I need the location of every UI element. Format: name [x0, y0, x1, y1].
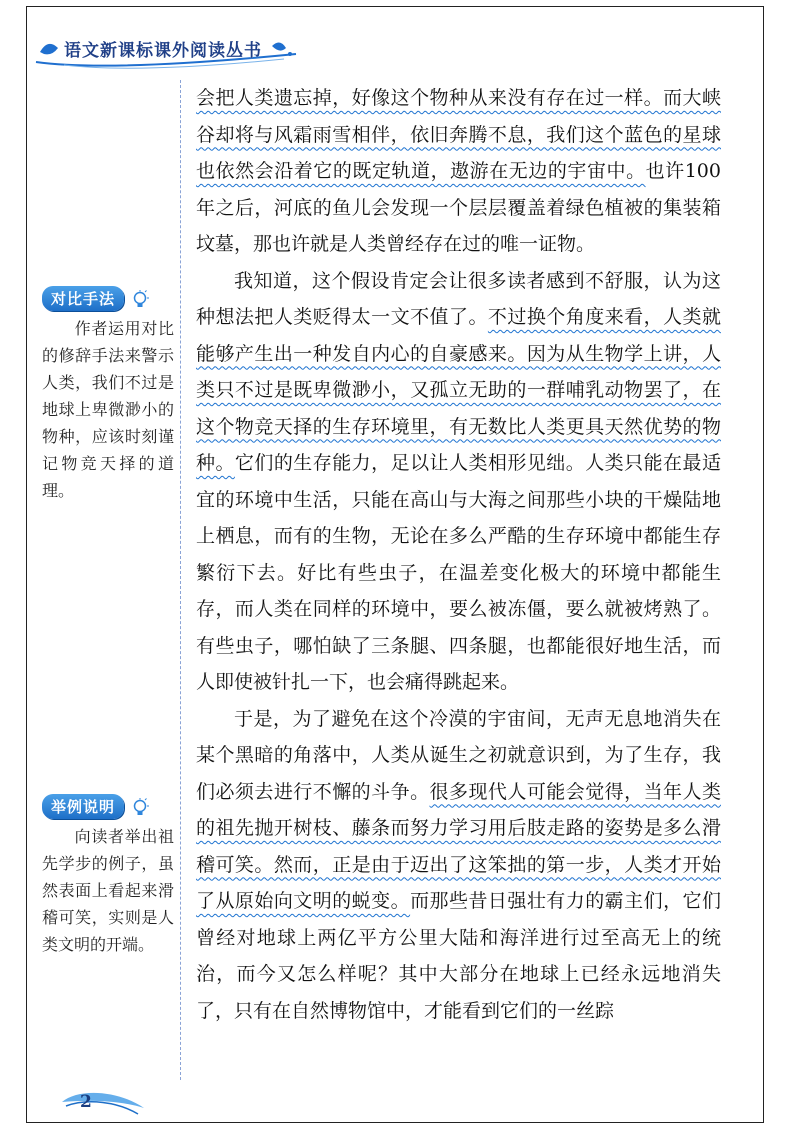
note-tag: 举例说明 — [42, 794, 124, 819]
sentence: 我知道，这个假设肯定会让很多读者感到不舒服，认为这种想法把人类贬得太一文不值了。 — [196, 269, 721, 328]
sentence: 它们的生存能力，足以让人类相形见绌。人类只能在最适宜的环境中生活，只能在高山与大海之间那些小块的干燥陆地上栖息，而有的生物，无论在多么严酷的生存环境中都能生存繁衍下去。好比有些虫子，在温差变化极大的环境中都能生存，而人类在同样的环境中，要么被冻僵，要么就被烤熟了。有些虫子，哪怕缺了三条腿、四条腿，也都能很好地生活，而人即使被针扎一下，也会痛得跳起来。 — [196, 452, 721, 693]
paragraph-2 — [196, 263, 721, 701]
lightbulb-icon — [131, 290, 149, 310]
side-note-contrast — [42, 286, 174, 504]
page-number: 2 — [80, 1092, 92, 1112]
paragraph-1 — [196, 80, 721, 263]
note-text: 向读者举出祖先学步的例子，虽然表面上看起来滑稽可笑，实则是人类文明的开端。 — [42, 827, 174, 954]
feather-swoosh-icon — [58, 1086, 148, 1120]
body-text — [196, 80, 721, 1029]
lightbulb-icon — [131, 798, 149, 818]
underlined-sentence: 很多现代人可能会觉得，当年人类的祖先抛开树枝、藤条而努力学习用后肢走路的姿势是多么滑稽可笑。然而，正是由于迈出了这笨拙的第一步，人类才开始了从原始向文明的蜕变。 — [196, 780, 721, 912]
sentence: 而那些昔日强壮有力的霸主们，它们曾经对地球上两亿平方公里大陆和海洋进行过至高无上的统治，而今又怎么样呢？其中大部分在地球上已经永远地消失了，只有在自然博物馆中，才能看到它们的一丝踪 — [196, 890, 721, 1022]
sentence: 也许100年之后，河底的鱼儿会发现一个层层覆盖着绿色植被的集装箱坟墓，那也许就是人类曾经存在过的唯一证物。 — [196, 160, 721, 255]
note-tag: 对比手法 — [42, 286, 124, 311]
underlined-sentence: 不过换个角度来看，人类就能够产生出一种发自内心的自豪感来。因为从生物学上讲，人类只不过是既卑微渺小，又孤立无助的一群哺乳动物罢了，在这个物竞天择的生存环境里，有无数比人类更具天然优势的物种。 — [196, 306, 721, 474]
paragraph-3 — [196, 701, 721, 1030]
series-title: 语文新课标课外阅读丛书 — [64, 41, 262, 61]
sentence: 于是，为了避免在这个冷漠的宇宙间，无声无息地消失在某个黑暗的角落中，人类从诞生之初就意识到，为了生存，我们必须去进行不懈的斗争。 — [196, 707, 721, 803]
note-text: 作者运用对比的修辞手法来警示人类，我们不过是地球上卑微渺小的物种，应该时刻谨记物竞天择的道理。 — [42, 319, 174, 500]
underlined-sentence: 会把人类遗忘掉，好像这个物种从来没有存在过一样。而大峡谷却将与风霜雨雪相伴，依旧奔腾不息，我们这个蓝色的星球也依然会沿着它的既定轨道，遨游在无边的宇宙中。 — [196, 87, 721, 182]
margin-divider — [180, 80, 181, 1080]
side-note-example — [42, 794, 174, 958]
series-header — [34, 34, 304, 70]
